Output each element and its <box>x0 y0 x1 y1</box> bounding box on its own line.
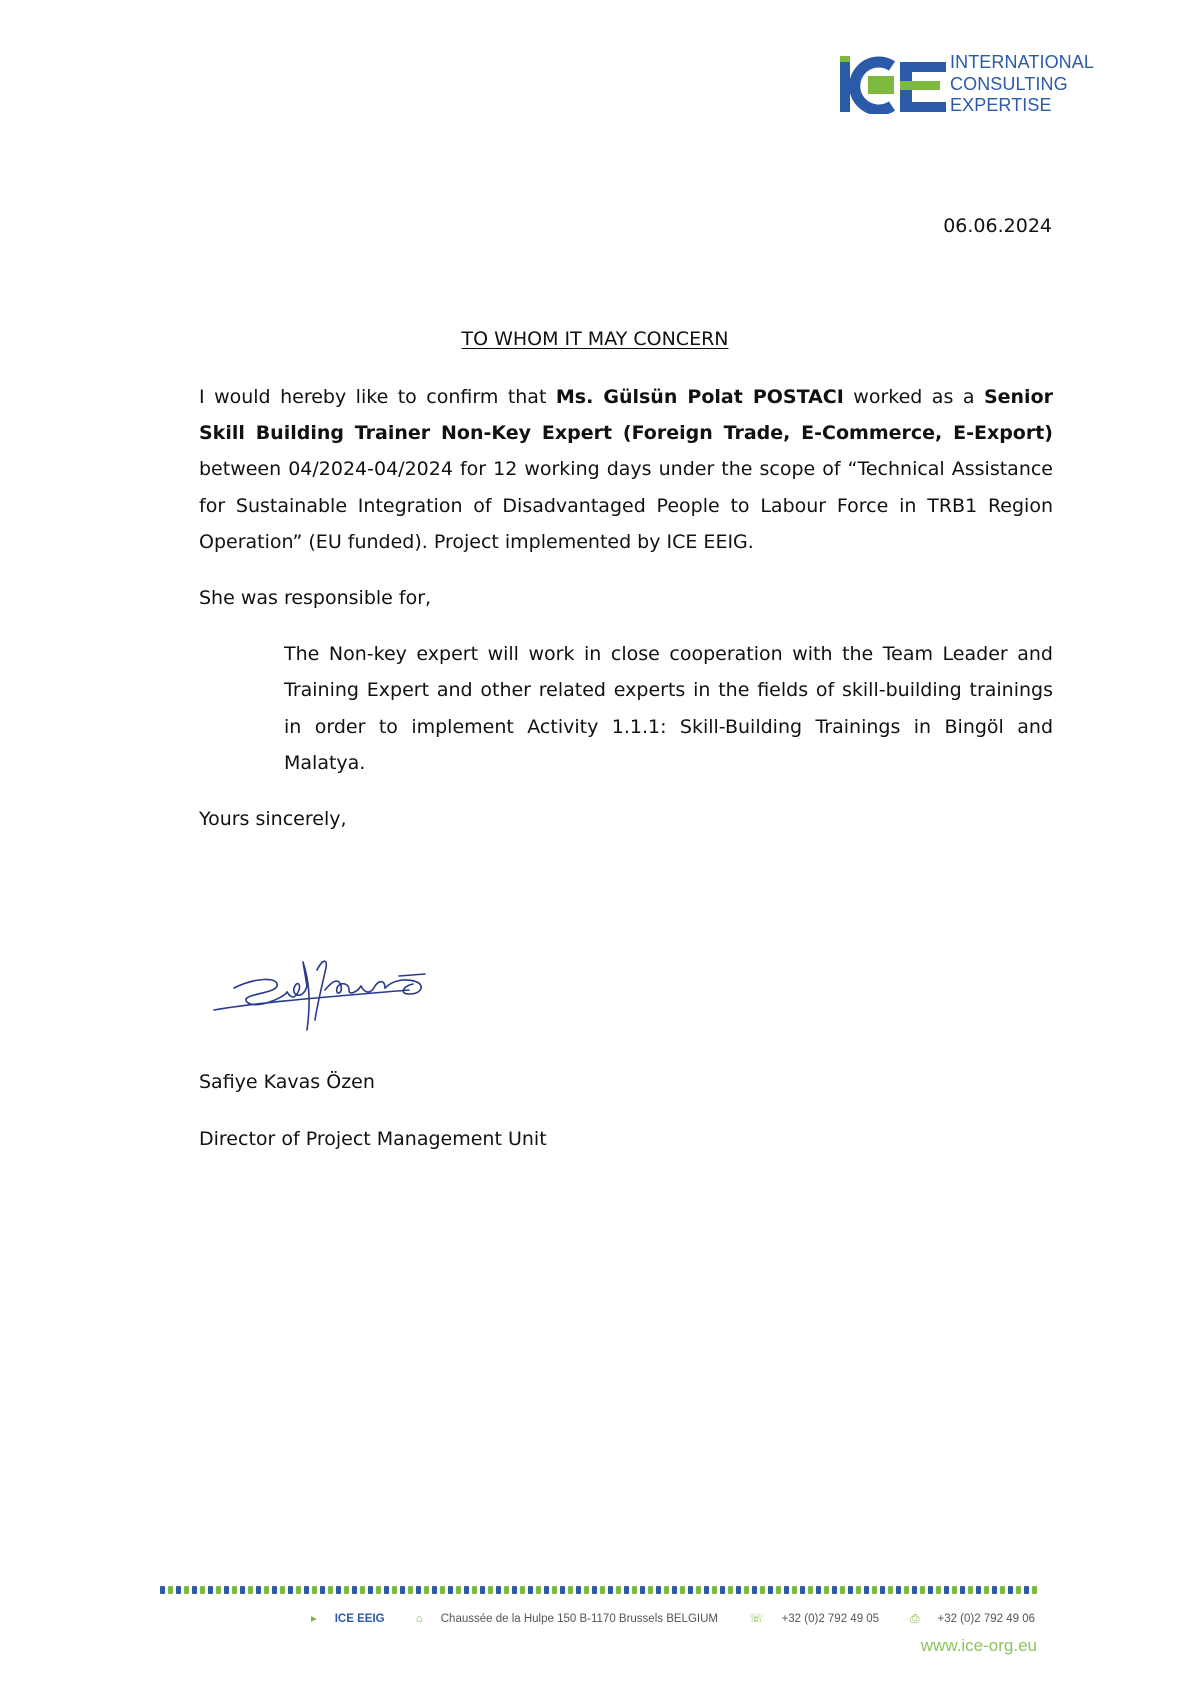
divider-dot <box>584 1586 589 1594</box>
expert-role: Senior Skill Building Trainer Non-Key Expert (Foreign Trade, E-Commerce, E-Export) <box>199 386 1053 445</box>
divider-dot <box>528 1586 533 1594</box>
divider-dot <box>840 1586 845 1594</box>
divider-dot <box>272 1586 277 1594</box>
divider-dot <box>336 1586 341 1594</box>
divider-dot <box>256 1586 261 1594</box>
divider-dot <box>168 1586 173 1594</box>
divider-dot <box>408 1586 413 1594</box>
divider-dot <box>368 1586 373 1594</box>
divider-dot <box>744 1586 749 1594</box>
divider-dot <box>792 1586 797 1594</box>
divider-dot <box>160 1586 165 1594</box>
company-logo <box>840 52 1094 116</box>
divider-dot <box>680 1586 685 1594</box>
divider-dot <box>280 1586 285 1594</box>
divider-dot <box>808 1586 813 1594</box>
divider-dot <box>608 1586 613 1594</box>
divider-dot <box>416 1586 421 1594</box>
divider-dot <box>320 1586 325 1594</box>
divider-dot <box>480 1586 485 1594</box>
para1-mid: worked as a <box>843 386 984 408</box>
divider-dot <box>200 1586 205 1594</box>
divider-dot <box>488 1586 493 1594</box>
divider-dot <box>392 1586 397 1594</box>
divider-dot <box>960 1586 965 1594</box>
divider-dot <box>992 1586 997 1594</box>
divider-dot <box>696 1586 701 1594</box>
para1-tail: between 04/2024-04/2024 for 12 working days under the scope of “Technical Assistance for Sustainable Integration of Disadvantaged People to Labour Force in TRB1 Region Operation” (EU funded). Project implemented by ICE EEIG. <box>199 458 1053 553</box>
divider-dot <box>600 1586 605 1594</box>
divider-dot <box>544 1586 549 1594</box>
divider-dot <box>848 1586 853 1594</box>
footer-contact-bar <box>283 1611 1035 1626</box>
divider-dot <box>504 1586 509 1594</box>
divider-dot <box>352 1586 357 1594</box>
divider-dot <box>760 1586 765 1594</box>
divider-dot <box>648 1586 653 1594</box>
logo-line-2: CONSULTING <box>950 73 1068 94</box>
divider-dot <box>912 1586 917 1594</box>
phone-icon: ☏ <box>749 1613 764 1625</box>
letter-heading: TO WHOM IT MAY CONCERN <box>461 328 729 350</box>
divider-dot <box>728 1586 733 1594</box>
divider-dot <box>816 1586 821 1594</box>
expert-name: Ms. Gülsün Polat POSTACI <box>555 386 844 408</box>
divider-dot <box>672 1586 677 1594</box>
divider-dot <box>344 1586 349 1594</box>
divider-dot <box>632 1586 637 1594</box>
signer-name: Safiye Kavas Özen <box>199 1071 375 1093</box>
divider-dot <box>664 1586 669 1594</box>
closing-line: Yours sincerely, <box>199 808 347 831</box>
letter-date: 06.06.2024 <box>943 215 1052 237</box>
divider-dot <box>616 1586 621 1594</box>
printer-icon: ⎙ <box>910 1613 920 1625</box>
divider-dot <box>928 1586 933 1594</box>
divider-dot <box>560 1586 565 1594</box>
divider-dot <box>192 1586 197 1594</box>
divider-dot <box>888 1586 893 1594</box>
divider-dot <box>984 1586 989 1594</box>
footer-org <box>297 1613 385 1625</box>
divider-dot <box>312 1586 317 1594</box>
divider-dot <box>688 1586 693 1594</box>
ice-logo-mark <box>840 56 946 114</box>
letter-body <box>199 379 1053 837</box>
divider-dot <box>752 1586 757 1594</box>
divider-dot <box>776 1586 781 1594</box>
arrow-icon: ▸ <box>310 1613 317 1625</box>
divider-dot <box>736 1586 741 1594</box>
footer-dotted-divider <box>160 1584 1040 1596</box>
divider-dot <box>376 1586 381 1594</box>
divider-dot <box>640 1586 645 1594</box>
divider-dot <box>704 1586 709 1594</box>
divider-dot <box>472 1586 477 1594</box>
signer-title: Director of Project Management Unit <box>199 1128 547 1150</box>
divider-dot <box>328 1586 333 1594</box>
footer-address-text: Chaussée de la Hulpe 150 B-1170 Brussels BELGIUM <box>440 1613 718 1625</box>
divider-dot <box>624 1586 629 1594</box>
divider-dot <box>976 1586 981 1594</box>
divider-dot <box>552 1586 557 1594</box>
responsibility-intro: She was responsible for, <box>199 587 432 610</box>
divider-dot <box>384 1586 389 1594</box>
footer-address <box>402 1613 718 1625</box>
divider-dot <box>896 1586 901 1594</box>
divider-dot <box>1032 1586 1037 1594</box>
divider-dot <box>512 1586 517 1594</box>
divider-dot <box>1000 1586 1005 1594</box>
divider-dot <box>496 1586 501 1594</box>
divider-dot <box>440 1586 445 1594</box>
divider-dot <box>1008 1586 1013 1594</box>
divider-dot <box>800 1586 805 1594</box>
footer-phone <box>735 1613 879 1625</box>
divider-dot <box>936 1586 941 1594</box>
footer-phone-text: +32 (0)2 792 49 05 <box>781 1613 880 1625</box>
divider-dot <box>568 1586 573 1594</box>
confirmation-paragraph <box>199 379 1053 560</box>
footer-fax <box>896 1613 1035 1625</box>
divider-dot <box>424 1586 429 1594</box>
divider-dot <box>520 1586 525 1594</box>
footer-website: www.ice-org.eu <box>920 1636 1037 1655</box>
divider-dot <box>864 1586 869 1594</box>
handwritten-signature <box>199 950 454 1035</box>
divider-dot <box>656 1586 661 1594</box>
divider-dot <box>288 1586 293 1594</box>
para1-lead: I would hereby like to confirm that <box>199 386 556 408</box>
divider-dot <box>768 1586 773 1594</box>
divider-dot <box>784 1586 789 1594</box>
divider-dot <box>1016 1586 1021 1594</box>
divider-dot <box>216 1586 221 1594</box>
divider-dot <box>360 1586 365 1594</box>
footer-fax-text: +32 (0)2 792 49 06 <box>937 1613 1035 1625</box>
divider-dot <box>248 1586 253 1594</box>
divider-dot <box>464 1586 469 1594</box>
divider-dot <box>304 1586 309 1594</box>
divider-dot <box>832 1586 837 1594</box>
divider-dot <box>536 1586 541 1594</box>
divider-dot <box>592 1586 597 1594</box>
divider-dot <box>1024 1586 1029 1594</box>
divider-dot <box>448 1586 453 1594</box>
home-icon: ⌂ <box>415 1613 423 1625</box>
divider-dot <box>224 1586 229 1594</box>
divider-dot <box>720 1586 725 1594</box>
divider-dot <box>856 1586 861 1594</box>
divider-dot <box>920 1586 925 1594</box>
divider-dot <box>576 1586 581 1594</box>
divider-dot <box>184 1586 189 1594</box>
divider-dot <box>232 1586 237 1594</box>
divider-dot <box>264 1586 269 1594</box>
responsibility-description: The Non-key expert will work in close cooperation with the Team Leader and Training Expert and other related experts in the fields of skill-building trainings in order to implement Activity 1.1.1: Skill-Building Trainings in Bingöl and Malatya. <box>284 643 1053 774</box>
divider-dot <box>824 1586 829 1594</box>
divider-dot <box>872 1586 877 1594</box>
divider-dot <box>296 1586 301 1594</box>
divider-dot <box>240 1586 245 1594</box>
divider-dot <box>432 1586 437 1594</box>
divider-dot <box>968 1586 973 1594</box>
logo-line-3: EXPERTISE <box>950 95 1052 115</box>
divider-dot <box>952 1586 957 1594</box>
logo-wordmark <box>950 52 1094 117</box>
divider-dot <box>208 1586 213 1594</box>
divider-dot <box>400 1586 405 1594</box>
divider-dot <box>456 1586 461 1594</box>
footer-org-name: ICE EEIG <box>334 1613 385 1625</box>
divider-dot <box>176 1586 181 1594</box>
divider-dot <box>904 1586 909 1594</box>
divider-dot <box>944 1586 949 1594</box>
logo-line-1: INTERNATIONAL <box>950 52 1094 72</box>
divider-dot <box>880 1586 885 1594</box>
divider-dot <box>712 1586 717 1594</box>
